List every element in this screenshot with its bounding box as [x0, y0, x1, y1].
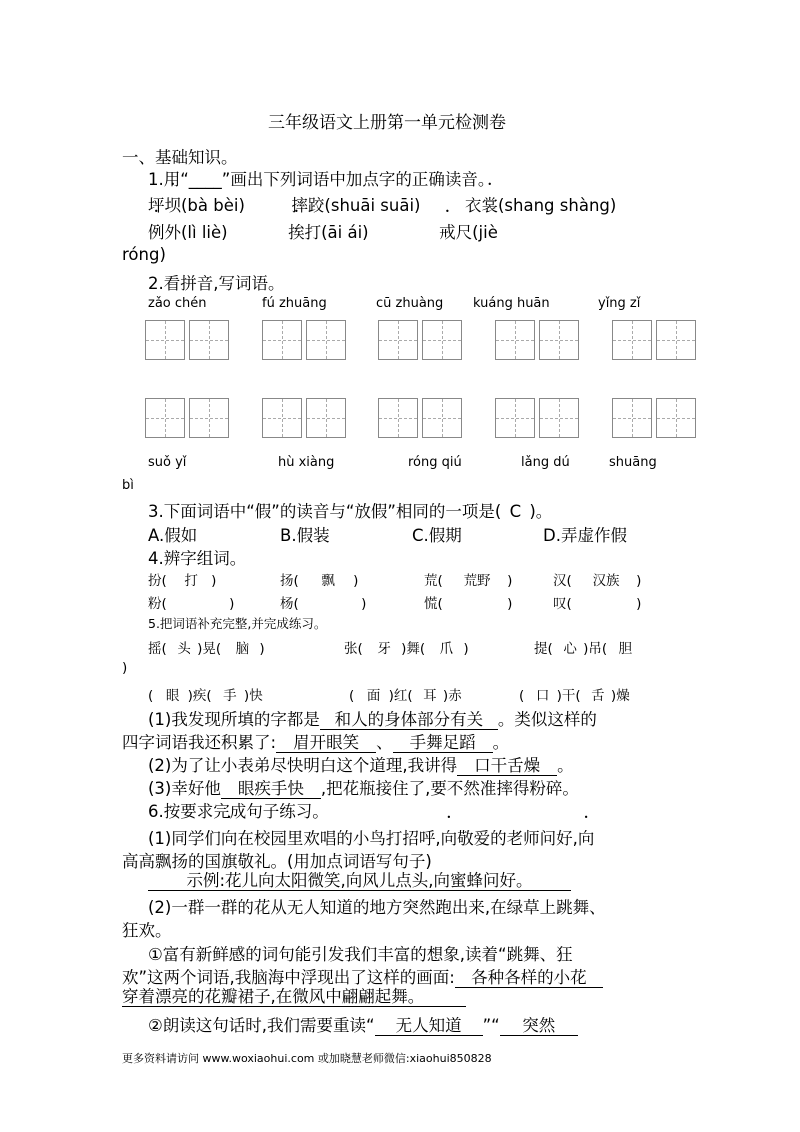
q1-item: 摔跤(shuāi suāi) [291, 196, 421, 215]
q6-c1-cont2 [122, 987, 466, 1007]
q2-pinyin-7: hù xiàng [278, 455, 335, 470]
q1-item: 戒尺(jiè [439, 223, 498, 242]
q5-stem: 5.把词语补充完整,并完成练习。 [148, 616, 327, 631]
q6-s2: (2)一群一群的花从无人知道的地方突然跑出来,在绿草上跳舞、 [148, 898, 606, 917]
q1-item: 例外(lì liè) [148, 223, 228, 242]
q6-stem: 6.按要求完成句子练习。 [148, 802, 329, 821]
q3-option-b: B.假装 [280, 526, 330, 545]
answer-blank: 各种各样的小花 [455, 969, 603, 988]
q4-item: 粉( ) [148, 596, 235, 612]
q1-item: 坪坝(bà bèi) [148, 196, 245, 215]
q5-idiom: 提( 心 )吊( 胆 [534, 641, 633, 657]
q2-pinyin-10: shuāng [609, 455, 657, 470]
q6-s1-cont: 高高飘扬的国旗敬礼。(用加点词语写句子) [122, 852, 432, 871]
q6-c2: ②朗读这句话时,我们需要重读“ 无人知道 ”“ 突然 [148, 1012, 578, 1036]
q5-idiom: 张( 牙 )舞( 爪 ) [344, 641, 469, 657]
q6-c1-cont: 欢”这两个词语,我脑海中浮现出了这样的画面: 各种各样的小花 [122, 964, 603, 988]
q3-stem: 3.下面词语中“假”的读音与“放假”相同的一项是( C )。 [148, 502, 553, 521]
q2-pinyin-wrap: bì [122, 478, 134, 493]
q2-pinyin-5: yǐng zǐ [598, 296, 641, 311]
q4-stem: 4.辨字组词。 [148, 549, 247, 568]
q5-p2: (2)为了让小表弟尽快明白这个道理,我讲得 口干舌燥 。 [148, 756, 574, 775]
q5-p3: (3)幸好他 眼疾手快 ,把花瓶接住了,要不然准摔得粉碎。 [148, 779, 579, 798]
answer-blank: 和人的身体部分有关 [320, 711, 498, 730]
q2-pinyin-8: róng qiú [408, 455, 462, 470]
answer-blank: 眼疾手快 [221, 780, 321, 799]
q3-option-c: C.假期 [412, 526, 462, 545]
q2-pinyin-9: lǎng dú [521, 455, 570, 470]
q1-row-1 [148, 192, 616, 216]
q4-item: 慌( ) [424, 596, 513, 612]
answer-blank: 无人知道 [375, 1017, 483, 1036]
q4-item: 叹( ) [553, 596, 642, 612]
footer-text: 更多资料请访问 www.woxiaohui.com 或加晓慧老师微信:xiaohui850828 [122, 1052, 492, 1065]
q6-s1-answer [148, 871, 571, 891]
q5-idiom: ( 眼 )疾( 手 )快 [148, 688, 263, 704]
q2-pinyin-1: zǎo chén [148, 296, 207, 311]
q1-stem: 1.用“____”画出下列词语中加点字的正确读音。 [148, 170, 495, 189]
answer-blank: 手舞足蹈 [393, 734, 493, 753]
section-heading: 一、基础知识。 [122, 148, 238, 167]
answer-blank: 突然 [500, 1017, 578, 1036]
answer-blank: 示例:花儿向太阳微笑,向风儿点头,向蜜蜂问好。 [148, 872, 571, 891]
q1-item: 挨打(āi ái) [288, 223, 369, 242]
q1-wrap: róng) [122, 245, 166, 264]
q5-p1: (1)我发现所填的字都是 和人的身体部分有关 。类似这样的 [148, 710, 597, 729]
q5-idiom: 摇( 头 )晃( 脑 ) [148, 641, 265, 657]
q6-c1: ①富有新鲜感的词句能引发我们丰富的想象,读着“跳舞、狂 [148, 945, 573, 964]
q5-idiom: ( 面 )红( 耳 )赤 [349, 688, 462, 704]
answer-blank: 穿着漂亮的花瓣裙子,在微风中翩翩起舞。 [122, 988, 466, 1007]
q3-option-a: A.假如 [148, 526, 198, 545]
q2-pinyin-4: kuáng huān [473, 296, 550, 311]
q4-item: 荒( 荒野 ) [424, 573, 513, 589]
q2-pinyin-2: fú zhuāng [262, 296, 327, 311]
q3-option-d: D.弄虚作假 [543, 526, 627, 545]
q5-wrap: ) [122, 660, 128, 676]
q5-idiom: ( 口 )干( 舌 )燥 [519, 688, 630, 704]
q2-stem: 2.看拼音,写词语。 [148, 274, 285, 293]
q6-s1: (1)同学们向在校园里欢唱的小鸟打招呼,向敬爱的老师问好,向 [148, 829, 595, 848]
q1-item: 衣裳(shang shàng) [465, 196, 617, 215]
answer-blank: 口干舌燥 [457, 757, 557, 776]
q2-pinyin-3: cū zhuàng [376, 296, 444, 311]
answer-blank: 眉开眼笑 [276, 734, 376, 753]
q3-answer: C [509, 502, 522, 521]
q2-pinyin-6: suǒ yǐ [148, 455, 187, 470]
q5-p1b: 四字词语我还积累了: 眉开眼笑 、 手舞足蹈 。 [122, 733, 510, 752]
q4-item: 汉( 汉族 ) [553, 573, 642, 589]
page-title: 三年级语文上册第一单元检测卷 [268, 113, 506, 133]
q1-row-2 [148, 219, 498, 243]
q4-item: 杨( ) [280, 596, 367, 612]
q4-item: 扮( 打 ) [148, 573, 217, 589]
q6-s2-cont: 狂欢。 [122, 921, 172, 940]
q4-item: 扬( 飘 ) [280, 573, 359, 589]
